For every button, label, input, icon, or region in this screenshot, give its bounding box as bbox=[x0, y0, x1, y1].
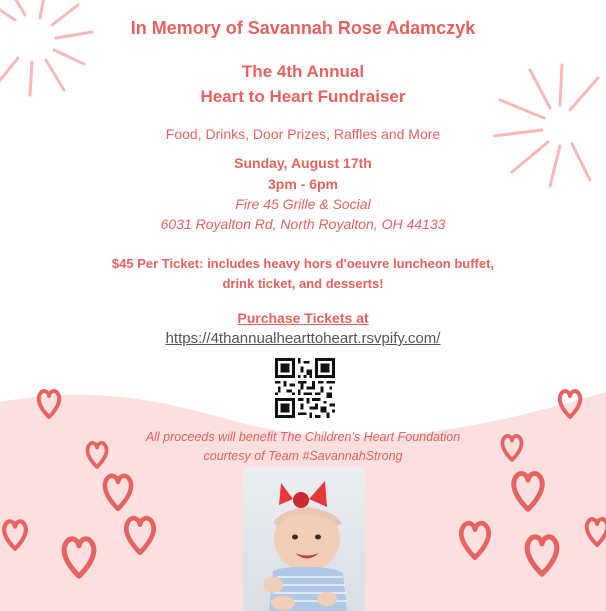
heart-icon bbox=[455, 515, 495, 563]
purchase-tickets-label: Purchase Tickets at bbox=[237, 310, 369, 326]
event-time: 3pm - 6pm bbox=[267, 176, 338, 192]
baby-photo bbox=[243, 467, 365, 611]
heart-icon bbox=[120, 510, 160, 558]
heart-icon bbox=[0, 515, 30, 553]
heart-icon bbox=[518, 528, 566, 580]
event-title-line1: The 4th Annual bbox=[241, 62, 365, 81]
memorial-heading: In Memory of Savannah Rose Adamczyk bbox=[130, 18, 476, 38]
heart-icon bbox=[96, 468, 140, 514]
heart-icon bbox=[583, 512, 606, 550]
ticket-price-line2: drink ticket, and desserts! bbox=[222, 276, 384, 291]
event-title-line2: Heart to Heart Fundraiser bbox=[200, 87, 406, 106]
heart-icon bbox=[35, 385, 63, 421]
event-offerings: Food, Drinks, Door Prizes, Raffles and More bbox=[165, 126, 441, 142]
event-venue: Fire 45 Grille & Social bbox=[235, 196, 371, 212]
ticket-purchase-link[interactable]: https://4thannualhearttoheart.rsvpify.com/ bbox=[165, 330, 441, 347]
heart-icon bbox=[56, 530, 102, 582]
benefit-line1: All proceeds will benefit The Children's Heart Foundation bbox=[145, 430, 461, 444]
qr-code bbox=[275, 358, 335, 418]
event-address: 6031 Royalton Rd, North Royalton, OH 44133 bbox=[160, 216, 446, 232]
benefit-line2: courtesy of Team #SavannahStrong bbox=[203, 449, 403, 463]
ticket-price-line1: $45 Per Ticket: includes heavy hors d'oeuvre luncheon buffet, bbox=[111, 256, 495, 271]
event-date: Sunday, August 17th bbox=[234, 155, 372, 171]
heart-icon bbox=[556, 385, 584, 421]
heart-icon bbox=[506, 465, 550, 515]
